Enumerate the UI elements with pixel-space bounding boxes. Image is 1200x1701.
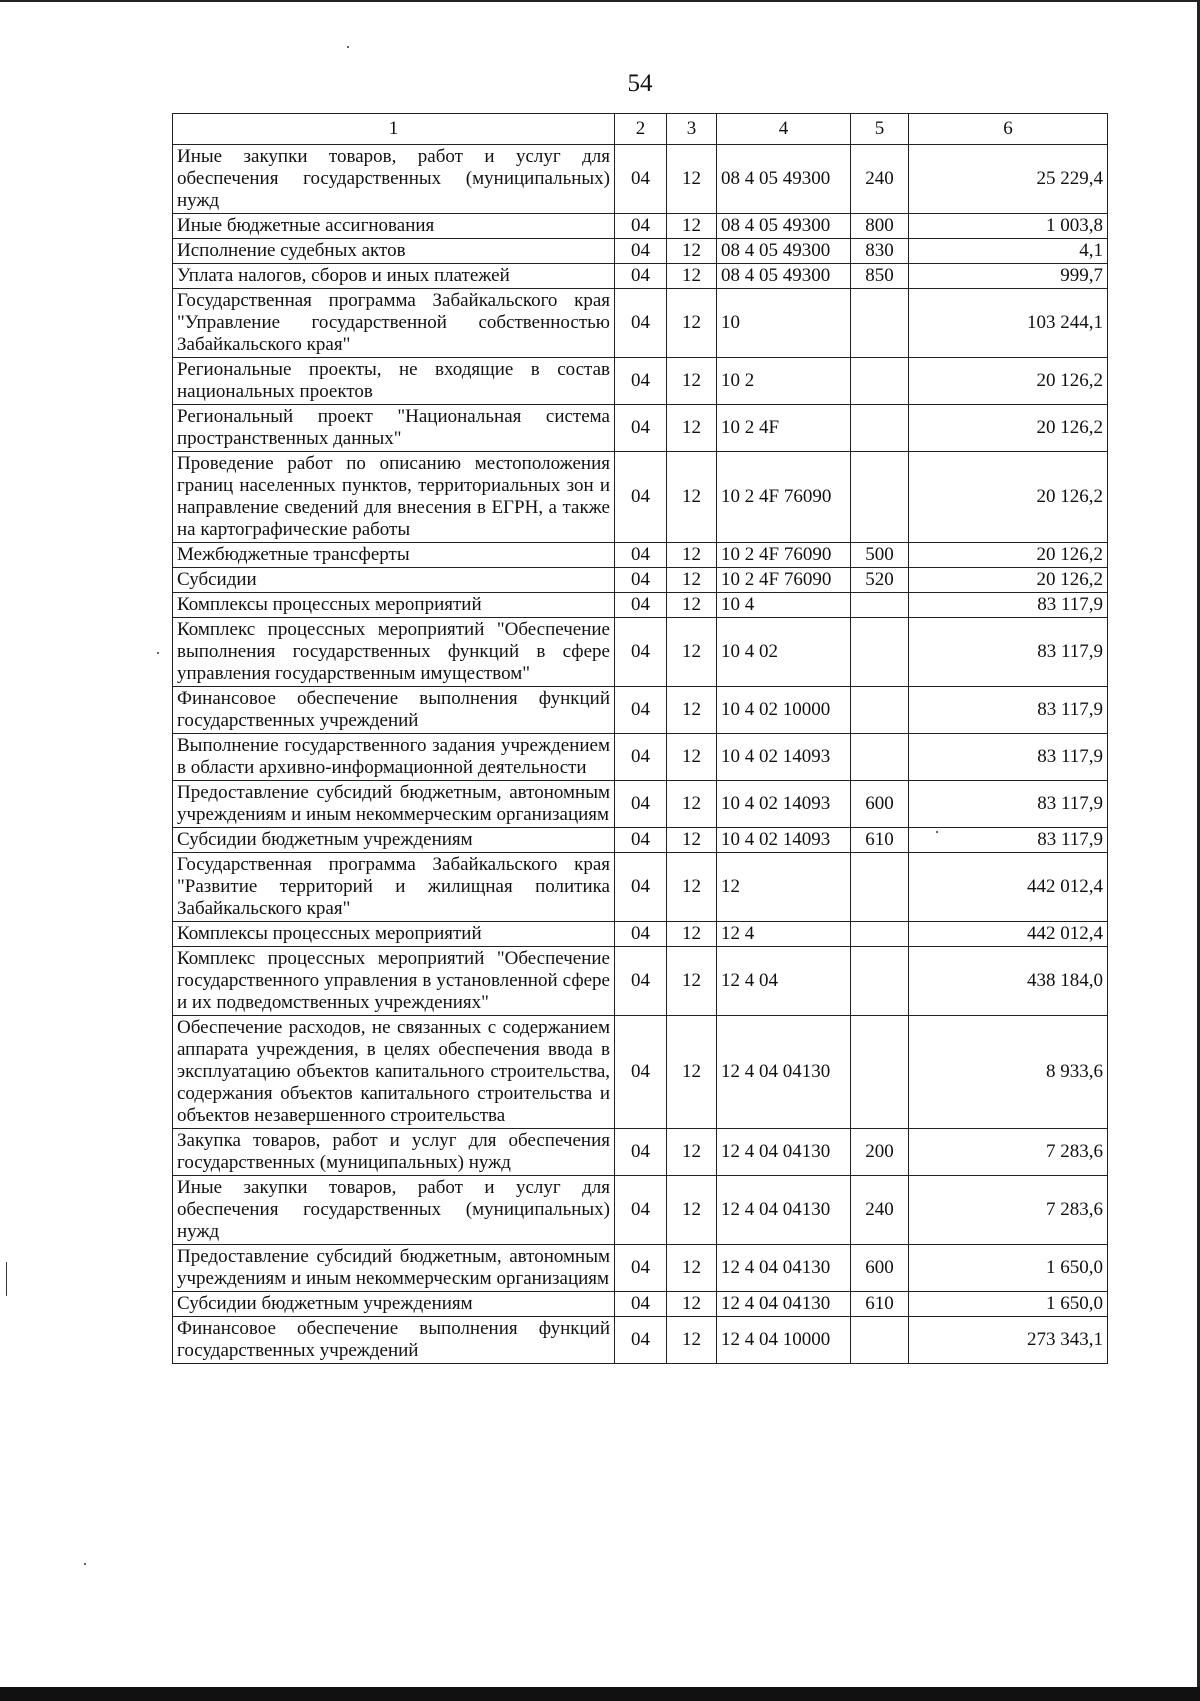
row-section-cell: 04 [615,1317,667,1364]
header-col-2: 2 [615,114,667,145]
row-amount-cell: 1 003,8 [909,214,1108,239]
row-amount-cell: 8 933,6 [909,1016,1108,1129]
row-section-cell: 04 [615,1292,667,1317]
row-subsection-cell: 12 [667,1292,717,1317]
row-subsection-cell: 12 [667,687,717,734]
row-amount-cell: 83 117,9 [909,618,1108,687]
page-number: 54 [627,70,653,97]
row-expense-type-cell [851,922,909,947]
row-section-cell: 04 [615,543,667,568]
row-name-cell: Субсидии бюджетным учреждениям [173,1292,615,1317]
row-subsection-cell: 12 [667,543,717,568]
row-name-cell: Исполнение судебных актов [173,239,615,264]
row-subsection-cell: 12 [667,593,717,618]
row-amount-cell: 7 283,6 [909,1176,1108,1245]
row-target-article-cell: 10 4 02 14093 [717,828,851,853]
header-col-6: 6 [909,114,1108,145]
table-row [173,239,1108,264]
row-amount-cell: 20 126,2 [909,568,1108,593]
table-body [173,145,1108,1364]
row-expense-type-cell: 240 [851,1176,909,1245]
row-expense-type-cell [851,853,909,922]
row-expense-type-cell: 610 [851,828,909,853]
row-name-cell: Региональный проект "Национальная система пространственных данных" [173,405,615,452]
row-expense-type-cell [851,452,909,543]
table-row [173,568,1108,593]
row-target-article-cell: 10 2 4F 76090 [717,543,851,568]
row-target-article-cell: 08 4 05 49300 [717,145,851,214]
row-subsection-cell: 12 [667,1317,717,1364]
row-subsection-cell: 12 [667,145,717,214]
scan-edge-top [0,0,1200,2]
table-row [173,1129,1108,1176]
row-expense-type-cell [851,358,909,405]
row-expense-type-cell: 240 [851,145,909,214]
row-target-article-cell: 10 4 02 14093 [717,734,851,781]
row-amount-cell: 442 012,4 [909,853,1108,922]
table-row [173,543,1108,568]
row-name-cell: Государственная программа Забайкальского края "Управление государственной собственностью Забайкальского края" [173,289,615,358]
row-amount-cell: 83 117,9 [909,687,1108,734]
row-target-article-cell: 08 4 05 49300 [717,214,851,239]
table-row [173,1317,1108,1364]
row-subsection-cell: 12 [667,781,717,828]
row-target-article-cell: 12 4 04 04130 [717,1016,851,1129]
row-name-cell: Иные бюджетные ассигнования [173,214,615,239]
row-target-article-cell: 08 4 05 49300 [717,264,851,289]
row-name-cell: Обеспечение расходов, не связанных с содержанием аппарата учреждения, в целях обеспечения ввода в эксплуатацию объектов капитального строительства, содержания объектов капитального строительства и объектов незавершенного строительства [173,1016,615,1129]
row-expense-type-cell: 850 [851,264,909,289]
table-row [173,947,1108,1016]
row-name-cell: Государственная программа Забайкальского края "Развитие территорий и жилищная политика Забайкальского края" [173,853,615,922]
row-section-cell: 04 [615,828,667,853]
row-name-cell: Предоставление субсидий бюджетным, автономным учреждениям и иным некоммерческим организациям [173,781,615,828]
row-name-cell: Комплексы процессных мероприятий [173,922,615,947]
row-expense-type-cell [851,1317,909,1364]
table-row [173,214,1108,239]
row-subsection-cell: 12 [667,1016,717,1129]
row-amount-cell: 1 650,0 [909,1245,1108,1292]
table-row [173,405,1108,452]
table-row [173,1016,1108,1129]
row-section-cell: 04 [615,922,667,947]
row-amount-cell: 20 126,2 [909,358,1108,405]
row-subsection-cell: 12 [667,568,717,593]
row-expense-type-cell: 610 [851,1292,909,1317]
row-target-article-cell: 12 4 04 04130 [717,1245,851,1292]
row-subsection-cell: 12 [667,1176,717,1245]
row-target-article-cell: 12 4 04 04130 [717,1176,851,1245]
header-col-3: 3 [667,114,717,145]
row-expense-type-cell [851,593,909,618]
row-subsection-cell: 12 [667,618,717,687]
row-subsection-cell: 12 [667,922,717,947]
row-section-cell: 04 [615,214,667,239]
table-row [173,734,1108,781]
row-target-article-cell: 12 4 04 [717,947,851,1016]
row-section-cell: 04 [615,618,667,687]
header-row [173,114,1108,145]
row-subsection-cell: 12 [667,214,717,239]
row-expense-type-cell [851,1016,909,1129]
row-name-cell: Предоставление субсидий бюджетным, автономным учреждениям и иным некоммерческим организациям [173,1245,615,1292]
row-name-cell: Проведение работ по описанию местоположения границ населенных пунктов, территориальных зон и направление сведений для внесения в ЕГРН, а также на картографические работы [173,452,615,543]
table-row [173,828,1108,853]
row-section-cell: 04 [615,405,667,452]
row-target-article-cell: 12 4 [717,922,851,947]
row-amount-cell: 103 244,1 [909,289,1108,358]
row-amount-cell: 442 012,4 [909,922,1108,947]
row-amount-cell: 20 126,2 [909,452,1108,543]
header-col-1: 1 [173,114,615,145]
row-section-cell: 04 [615,264,667,289]
row-expense-type-cell: 500 [851,543,909,568]
row-section-cell: 04 [615,734,667,781]
row-expense-type-cell: 600 [851,1245,909,1292]
row-target-article-cell: 08 4 05 49300 [717,239,851,264]
row-target-article-cell: 10 4 [717,593,851,618]
row-amount-cell: 20 126,2 [909,543,1108,568]
row-section-cell: 04 [615,1176,667,1245]
row-section-cell: 04 [615,289,667,358]
row-target-article-cell: 10 2 4F [717,405,851,452]
row-target-article-cell: 12 4 04 04130 [717,1129,851,1176]
row-section-cell: 04 [615,452,667,543]
row-subsection-cell: 12 [667,828,717,853]
header-col-4: 4 [717,114,851,145]
row-amount-cell: 83 117,9 [909,828,1108,853]
row-subsection-cell: 12 [667,264,717,289]
scan-edge-bottom [0,1687,1200,1701]
table-row [173,1245,1108,1292]
row-expense-type-cell: 800 [851,214,909,239]
row-section-cell: 04 [615,1245,667,1292]
row-amount-cell: 999,7 [909,264,1108,289]
row-amount-cell: 83 117,9 [909,593,1108,618]
row-subsection-cell: 12 [667,358,717,405]
table-row [173,781,1108,828]
header-col-5: 5 [851,114,909,145]
row-name-cell: Субсидии бюджетным учреждениям [173,828,615,853]
row-section-cell: 04 [615,853,667,922]
table-row [173,687,1108,734]
row-target-article-cell: 12 [717,853,851,922]
row-name-cell: Уплата налогов, сборов и иных платежей [173,264,615,289]
row-expense-type-cell [851,687,909,734]
row-target-article-cell: 10 4 02 [717,618,851,687]
row-section-cell: 04 [615,239,667,264]
row-target-article-cell: 10 2 4F 76090 [717,452,851,543]
row-subsection-cell: 12 [667,239,717,264]
row-name-cell: Выполнение государственного задания учреждением в области архивно-информационной деятельности [173,734,615,781]
row-name-cell: Комплекс процессных мероприятий "Обеспечение выполнения государственных функций в сфере управления государственным имуществом" [173,618,615,687]
row-target-article-cell: 10 4 02 14093 [717,781,851,828]
row-amount-cell: 7 283,6 [909,1129,1108,1176]
row-amount-cell: 273 343,1 [909,1317,1108,1364]
row-amount-cell: 20 126,2 [909,405,1108,452]
row-expense-type-cell [851,618,909,687]
row-section-cell: 04 [615,781,667,828]
row-expense-type-cell: 830 [851,239,909,264]
row-section-cell: 04 [615,1129,667,1176]
row-subsection-cell: 12 [667,289,717,358]
row-name-cell: Межбюджетные трансферты [173,543,615,568]
row-amount-cell: 438 184,0 [909,947,1108,1016]
row-section-cell: 04 [615,687,667,734]
table-row [173,593,1108,618]
row-name-cell: Финансовое обеспечение выполнения функций государственных учреждений [173,687,615,734]
table-row [173,289,1108,358]
table-row [173,853,1108,922]
row-name-cell: Региональные проекты, не входящие в состав национальных проектов [173,358,615,405]
row-target-article-cell: 10 [717,289,851,358]
row-name-cell: Комплексы процессных мероприятий [173,593,615,618]
table-row [173,1292,1108,1317]
table-row [173,618,1108,687]
row-subsection-cell: 12 [667,452,717,543]
row-name-cell: Финансовое обеспечение выполнения функций государственных учреждений [173,1317,615,1364]
table-row [173,264,1108,289]
row-subsection-cell: 12 [667,734,717,781]
row-expense-type-cell [851,289,909,358]
table-row [173,145,1108,214]
row-expense-type-cell: 600 [851,781,909,828]
row-expense-type-cell [851,734,909,781]
row-amount-cell: 83 117,9 [909,734,1108,781]
row-target-article-cell: 12 4 04 04130 [717,1292,851,1317]
row-amount-cell: 4,1 [909,239,1108,264]
row-section-cell: 04 [615,1016,667,1129]
row-name-cell: Иные закупки товаров, работ и услуг для обеспечения государственных (муниципальных) нужд [173,1176,615,1245]
row-expense-type-cell: 200 [851,1129,909,1176]
row-target-article-cell: 10 4 02 10000 [717,687,851,734]
row-subsection-cell: 12 [667,405,717,452]
row-target-article-cell: 10 2 [717,358,851,405]
row-section-cell: 04 [615,358,667,405]
table-row [173,452,1108,543]
row-name-cell: Закупка товаров, работ и услуг для обеспечения государственных (муниципальных) нужд [173,1129,615,1176]
row-section-cell: 04 [615,568,667,593]
row-expense-type-cell [851,947,909,1016]
row-expense-type-cell [851,405,909,452]
row-subsection-cell: 12 [667,1129,717,1176]
table-row [173,358,1108,405]
row-subsection-cell: 12 [667,947,717,1016]
row-target-article-cell: 10 2 4F 76090 [717,568,851,593]
row-section-cell: 04 [615,593,667,618]
row-amount-cell: 25 229,4 [909,145,1108,214]
table-row [173,1176,1108,1245]
row-name-cell: Субсидии [173,568,615,593]
row-amount-cell: 1 650,0 [909,1292,1108,1317]
table-row [173,922,1108,947]
row-section-cell: 04 [615,145,667,214]
table-header [173,114,1108,145]
row-section-cell: 04 [615,947,667,1016]
row-expense-type-cell: 520 [851,568,909,593]
row-subsection-cell: 12 [667,1245,717,1292]
row-target-article-cell: 12 4 04 10000 [717,1317,851,1364]
row-subsection-cell: 12 [667,853,717,922]
budget-table [172,113,1108,1364]
row-name-cell: Иные закупки товаров, работ и услуг для обеспечения государственных (муниципальных) нужд [173,145,615,214]
row-amount-cell: 83 117,9 [909,781,1108,828]
row-name-cell: Комплекс процессных мероприятий "Обеспечение государственного управления в установленной сфере и их подведомственных учреждениях" [173,947,615,1016]
